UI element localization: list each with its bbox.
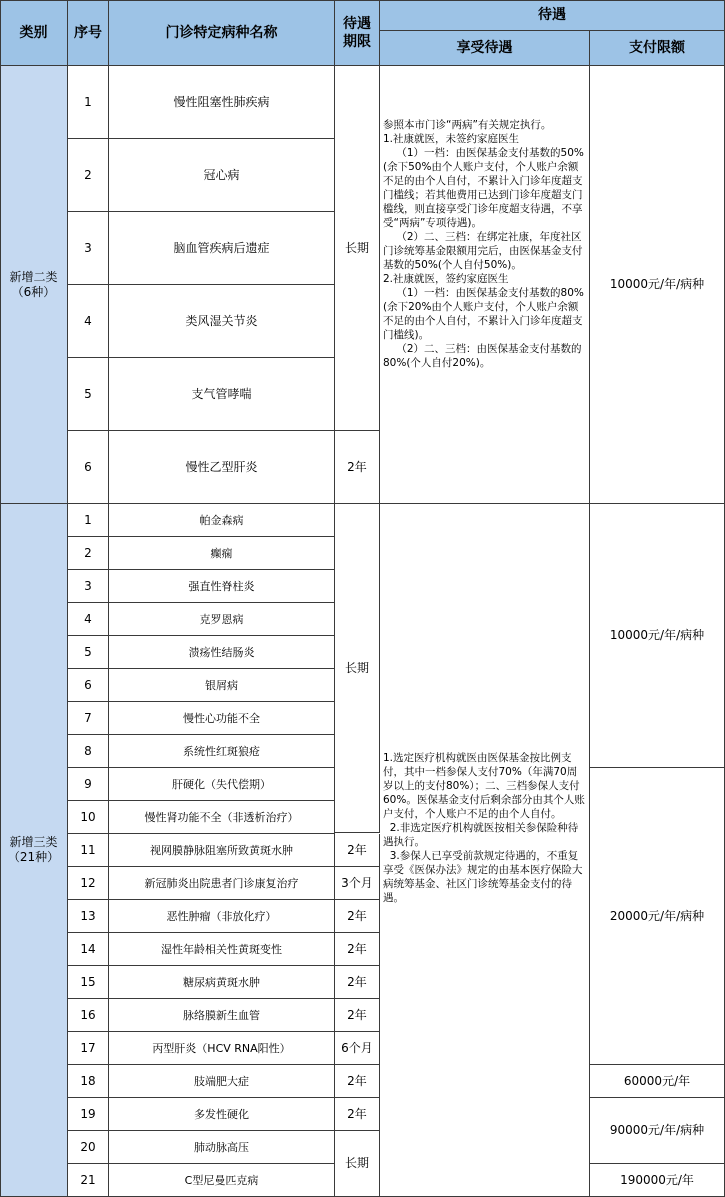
disease-name: 湿性年龄相关性黄斑变性 bbox=[109, 933, 335, 966]
serial-number: 21 bbox=[68, 1164, 109, 1197]
waiting-period: 2年 bbox=[335, 999, 380, 1032]
disease-name: 恶性肿瘤（非放化疗） bbox=[109, 900, 335, 933]
disease-name: 肝硬化（失代偿期） bbox=[109, 768, 335, 801]
serial-number: 19 bbox=[68, 1098, 109, 1131]
serial-number: 16 bbox=[68, 999, 109, 1032]
payment-limit: 60000元/年 bbox=[590, 1065, 725, 1098]
serial-number: 1 bbox=[68, 504, 109, 537]
payment-limit: 20000元/年/病种 bbox=[590, 768, 725, 1065]
serial-number: 17 bbox=[68, 1032, 109, 1065]
serial-number: 5 bbox=[68, 358, 109, 431]
serial-number: 6 bbox=[68, 431, 109, 504]
disease-name: 强直性脊柱炎 bbox=[109, 570, 335, 603]
payment-limit: 10000元/年/病种 bbox=[590, 66, 725, 504]
waiting-period-long: 长期 bbox=[335, 66, 380, 431]
payment-limit: 10000元/年/病种 bbox=[590, 504, 725, 768]
disease-name: 新冠肺炎出院患者门诊康复治疗 bbox=[109, 867, 335, 900]
disease-name: 类风湿关节炎 bbox=[109, 285, 335, 358]
serial-number: 13 bbox=[68, 900, 109, 933]
serial-number: 9 bbox=[68, 768, 109, 801]
waiting-period: 2年 bbox=[335, 431, 380, 504]
header-benefits: 待遇 bbox=[380, 0, 725, 31]
waiting-period: 2年 bbox=[335, 900, 380, 933]
disease-name: 肺动脉高压 bbox=[109, 1131, 335, 1164]
disease-name: 慢性肾功能不全（非透析治疗） bbox=[109, 801, 335, 834]
disease-name: 视网膜静脉阻塞所致黄斑水肿 bbox=[109, 834, 335, 867]
header-enjoyed-benefits: 享受待遇 bbox=[380, 31, 590, 66]
payment-limit: 90000元/年/病种 bbox=[590, 1098, 725, 1164]
serial-number: 6 bbox=[68, 669, 109, 702]
serial-number: 4 bbox=[68, 603, 109, 636]
serial-number: 3 bbox=[68, 212, 109, 285]
disease-name: 慢性阻塞性肺疾病 bbox=[109, 66, 335, 139]
disease-name: 克罗恩病 bbox=[109, 603, 335, 636]
serial-number: 15 bbox=[68, 966, 109, 999]
serial-number: 11 bbox=[68, 834, 109, 867]
serial-number: 2 bbox=[68, 537, 109, 570]
disease-name: C型尼曼匹克病 bbox=[109, 1164, 335, 1197]
disease-name: 支气管哮喘 bbox=[109, 358, 335, 431]
serial-number: 10 bbox=[68, 801, 109, 834]
waiting-period: 2年 bbox=[335, 1098, 380, 1131]
disease-name: 慢性心功能不全 bbox=[109, 702, 335, 735]
disease-name: 脑血管疾病后遗症 bbox=[109, 212, 335, 285]
disease-name: 慢性乙型肝炎 bbox=[109, 431, 335, 504]
disease-name: 糖尿病黄斑水肿 bbox=[109, 966, 335, 999]
serial-number: 12 bbox=[68, 867, 109, 900]
waiting-period: 3个月 bbox=[335, 867, 380, 900]
disease-name: 脉络膜新生血管 bbox=[109, 999, 335, 1032]
benefit-text-group2: 参照本市门诊“两病”有关规定执行。 1.社康就医，未签约家庭医生 （1）一档：由医保基金支付基数的50%(余下50%由个人账户支付，个人账户余额不足的由个人自付，不累计入门诊年度超支门槛线；若其他费用已达到门诊年度超支门槛线，则直接享受门诊年度超支待遇，不享受“两病”专项待遇)。 （2）二、三档：在绑定社康，年度社区门诊统筹基金限额用完后，由医保基金支付基数的50%(个人自付50%)。 2.社康就医，签约家庭医生 （1）一档：由医保基金支付基数的80%(余下20%由个人账户支付，个人账户余额不足的由个人自付，不累计入门诊年度超支门槛线)。 （2）二、三档：由医保基金支付基数的80%(个人自付20%)。 bbox=[380, 66, 590, 504]
waiting-period: 2年 bbox=[335, 1065, 380, 1098]
serial-number: 14 bbox=[68, 933, 109, 966]
waiting-period-long: 长期 bbox=[335, 504, 380, 833]
disease-name: 银屑病 bbox=[109, 669, 335, 702]
serial-number: 1 bbox=[68, 66, 109, 139]
waiting-period: 2年 bbox=[335, 933, 380, 966]
waiting-period-long: 长期 bbox=[335, 1131, 380, 1197]
waiting-period: 2年 bbox=[335, 834, 380, 867]
disease-name: 丙型肝炎（HCV RNA阳性） bbox=[109, 1032, 335, 1065]
disease-name: 癫痫 bbox=[109, 537, 335, 570]
benefit-text-group3: 1.选定医疗机构就医由医保基金按比例支付，其中一档参保人支付70%（年满70周岁以上的支付80%）；二、三档参保人支付60%。医保基金支付后剩余部分由其个人账户支付，个人账户不足的由个人自付。 2.非选定医疗机构就医按相关参保险种待遇执行。 3.参保人已享受前款规定待遇的，不重复享受《医保办法》规定的由基本医疗保险大病统筹基金、社区门诊统筹基金支付的待遇。 bbox=[380, 504, 590, 1197]
header-serial: 序号 bbox=[68, 0, 109, 66]
serial-number: 4 bbox=[68, 285, 109, 358]
category-group2: 新增二类 （6种） bbox=[0, 66, 68, 504]
serial-number: 2 bbox=[68, 139, 109, 212]
category-group3: 新增三类 （21种） bbox=[0, 504, 68, 1197]
disease-name: 多发性硬化 bbox=[109, 1098, 335, 1131]
serial-number: 18 bbox=[68, 1065, 109, 1098]
header-waiting-period: 待遇 期限 bbox=[335, 0, 380, 66]
disease-name: 系统性红斑狼疮 bbox=[109, 735, 335, 768]
disease-name: 溃疡性结肠炎 bbox=[109, 636, 335, 669]
serial-number: 3 bbox=[68, 570, 109, 603]
header-disease-name: 门诊特定病种名称 bbox=[109, 0, 335, 66]
serial-number: 20 bbox=[68, 1131, 109, 1164]
payment-limit: 190000元/年 bbox=[590, 1164, 725, 1197]
header-payment-limit: 支付限额 bbox=[590, 31, 725, 66]
serial-number: 7 bbox=[68, 702, 109, 735]
header-category: 类别 bbox=[0, 0, 68, 66]
disease-name: 冠心病 bbox=[109, 139, 335, 212]
disease-name: 肢端肥大症 bbox=[109, 1065, 335, 1098]
serial-number: 5 bbox=[68, 636, 109, 669]
serial-number: 8 bbox=[68, 735, 109, 768]
waiting-period: 2年 bbox=[335, 966, 380, 999]
waiting-period: 6个月 bbox=[335, 1032, 380, 1065]
disease-name: 帕金森病 bbox=[109, 504, 335, 537]
